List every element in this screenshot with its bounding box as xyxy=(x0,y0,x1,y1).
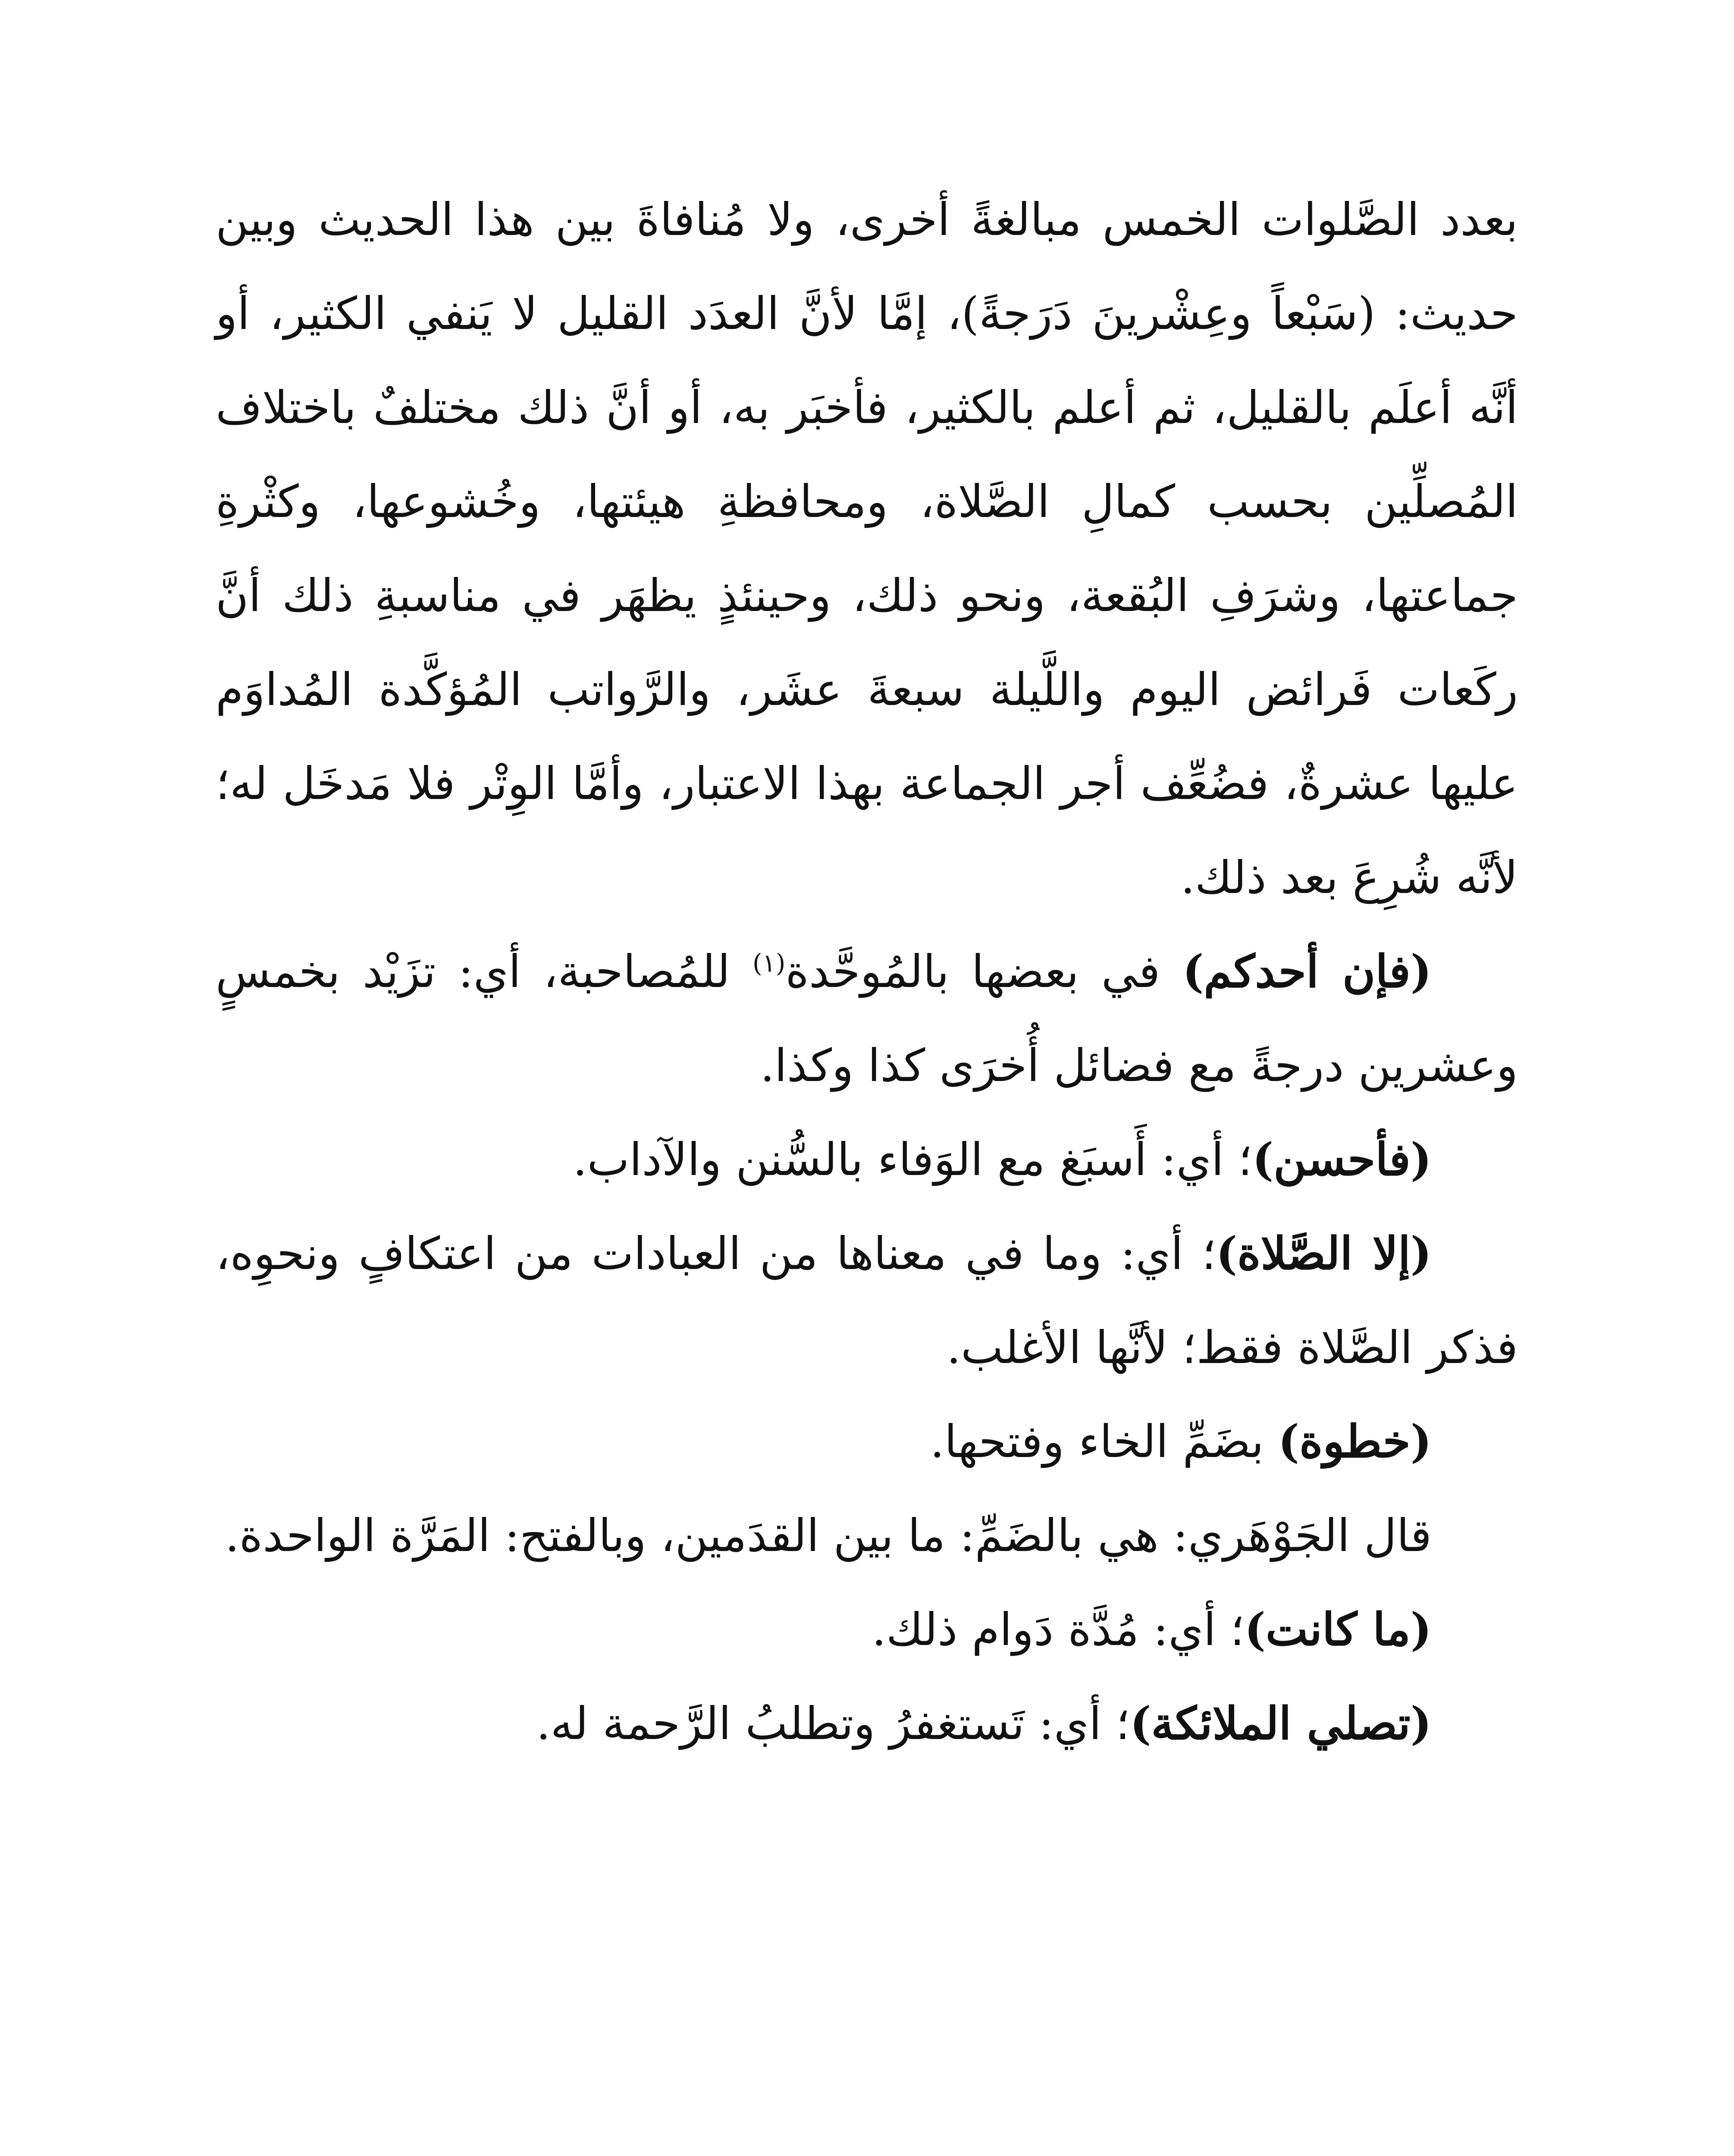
paragraph-6 xyxy=(216,1489,1518,1583)
lemma-illa-as-salah: (إلا الصَّلاة) xyxy=(1216,1227,1432,1280)
paragraph-4-text: ؛ أي: وما في معناها من العبادات من اعتكافٍ ونحوِه، فذكر الصَّلاة فقط؛ لأنَّها الأغلب. xyxy=(216,1227,1518,1374)
paragraph-7 xyxy=(216,1583,1518,1677)
paragraph-2-text-b: للمُصاحبة، أي: تزَيْد بخمسٍ وعشرين درجةً مع فضائل أُخرَى كذا وكذا. xyxy=(216,945,1518,1092)
lemma-khutwah: (خطوة) xyxy=(1278,1415,1432,1468)
lemma-tusalli-al-malaikah: (تصلي الملائكة) xyxy=(1130,1697,1432,1750)
paragraph-3 xyxy=(216,1112,1518,1206)
paragraph-4 xyxy=(216,1206,1518,1395)
paragraph-3-text: ؛ أي: أَسبَغ مع الوَفاء بالسُّنن والآداب. xyxy=(573,1133,1252,1186)
lemma-fa-inna-ahadakum: (فإن أحدكم) xyxy=(1182,945,1432,998)
paragraph-8 xyxy=(216,1677,1518,1771)
paragraph-8-text: ؛ أي: تَستغفرُ وتطلبُ الرَّحمة له. xyxy=(536,1697,1130,1750)
paragraph-2 xyxy=(216,924,1518,1112)
paragraph-1 xyxy=(216,172,1518,924)
paragraph-5-text: بضَمِّ الخاء وفتحها. xyxy=(930,1415,1278,1468)
paragraph-5 xyxy=(216,1395,1518,1489)
paragraph-7-text: ؛ أي: مُدَّة دَوام ذلك. xyxy=(872,1603,1245,1656)
footnote-reference[interactable]: (١) xyxy=(752,948,786,978)
paragraph-6-text: قال الجَوْهَري: هي بالضَمِّ: ما بين القدَمين، وبالفتح: المَرَّة الواحدة. xyxy=(225,1509,1432,1562)
main-text xyxy=(216,172,1518,1771)
paragraph-1-text: بعدد الصَّلوات الخمس مبالغةً أخرى، ولا مُنافاةَ بين هذا الحديث وبين حديث: (سَبْعاً وعِشْرينَ دَرَجةً)، إمَّا لأنَّ العدَد القليل لا يَنفي الكثير، أو أنَّه أعلَم بالقليل، ثم أعلم بالكثير، فأخبَر به، أو أنَّ ذلك مختلفٌ باختلاف المُصلِّين بحسب كمالِ الصَّلاة، ومحافظةِ هيئتها، وخُشوعها، وكثْرةِ جماعتها، وشرَفِ البُقعة، ونحو ذلك، وحينئذٍ يظهَر في مناسبةِ ذلك أنَّ ركَعات فَرائض اليوم واللَّيلة سبعةَ عشَر، والرَّواتب المُؤكَّدة المُداوَم عليها عشرةٌ، فضُعِّف أجر الجماعة بهذا الاعتبار، وأمَّا الوِتْر فلا مَدخَل له؛ لأنَّه شُرِعَ بعد ذلك. xyxy=(216,193,1518,904)
lemma-ma-kanat: (ما كانت) xyxy=(1244,1603,1432,1656)
lemma-fa-ahsana: (فأحسن) xyxy=(1252,1133,1432,1186)
paragraph-2-text-a: في بعضها بالمُوحَّدة xyxy=(785,945,1183,998)
